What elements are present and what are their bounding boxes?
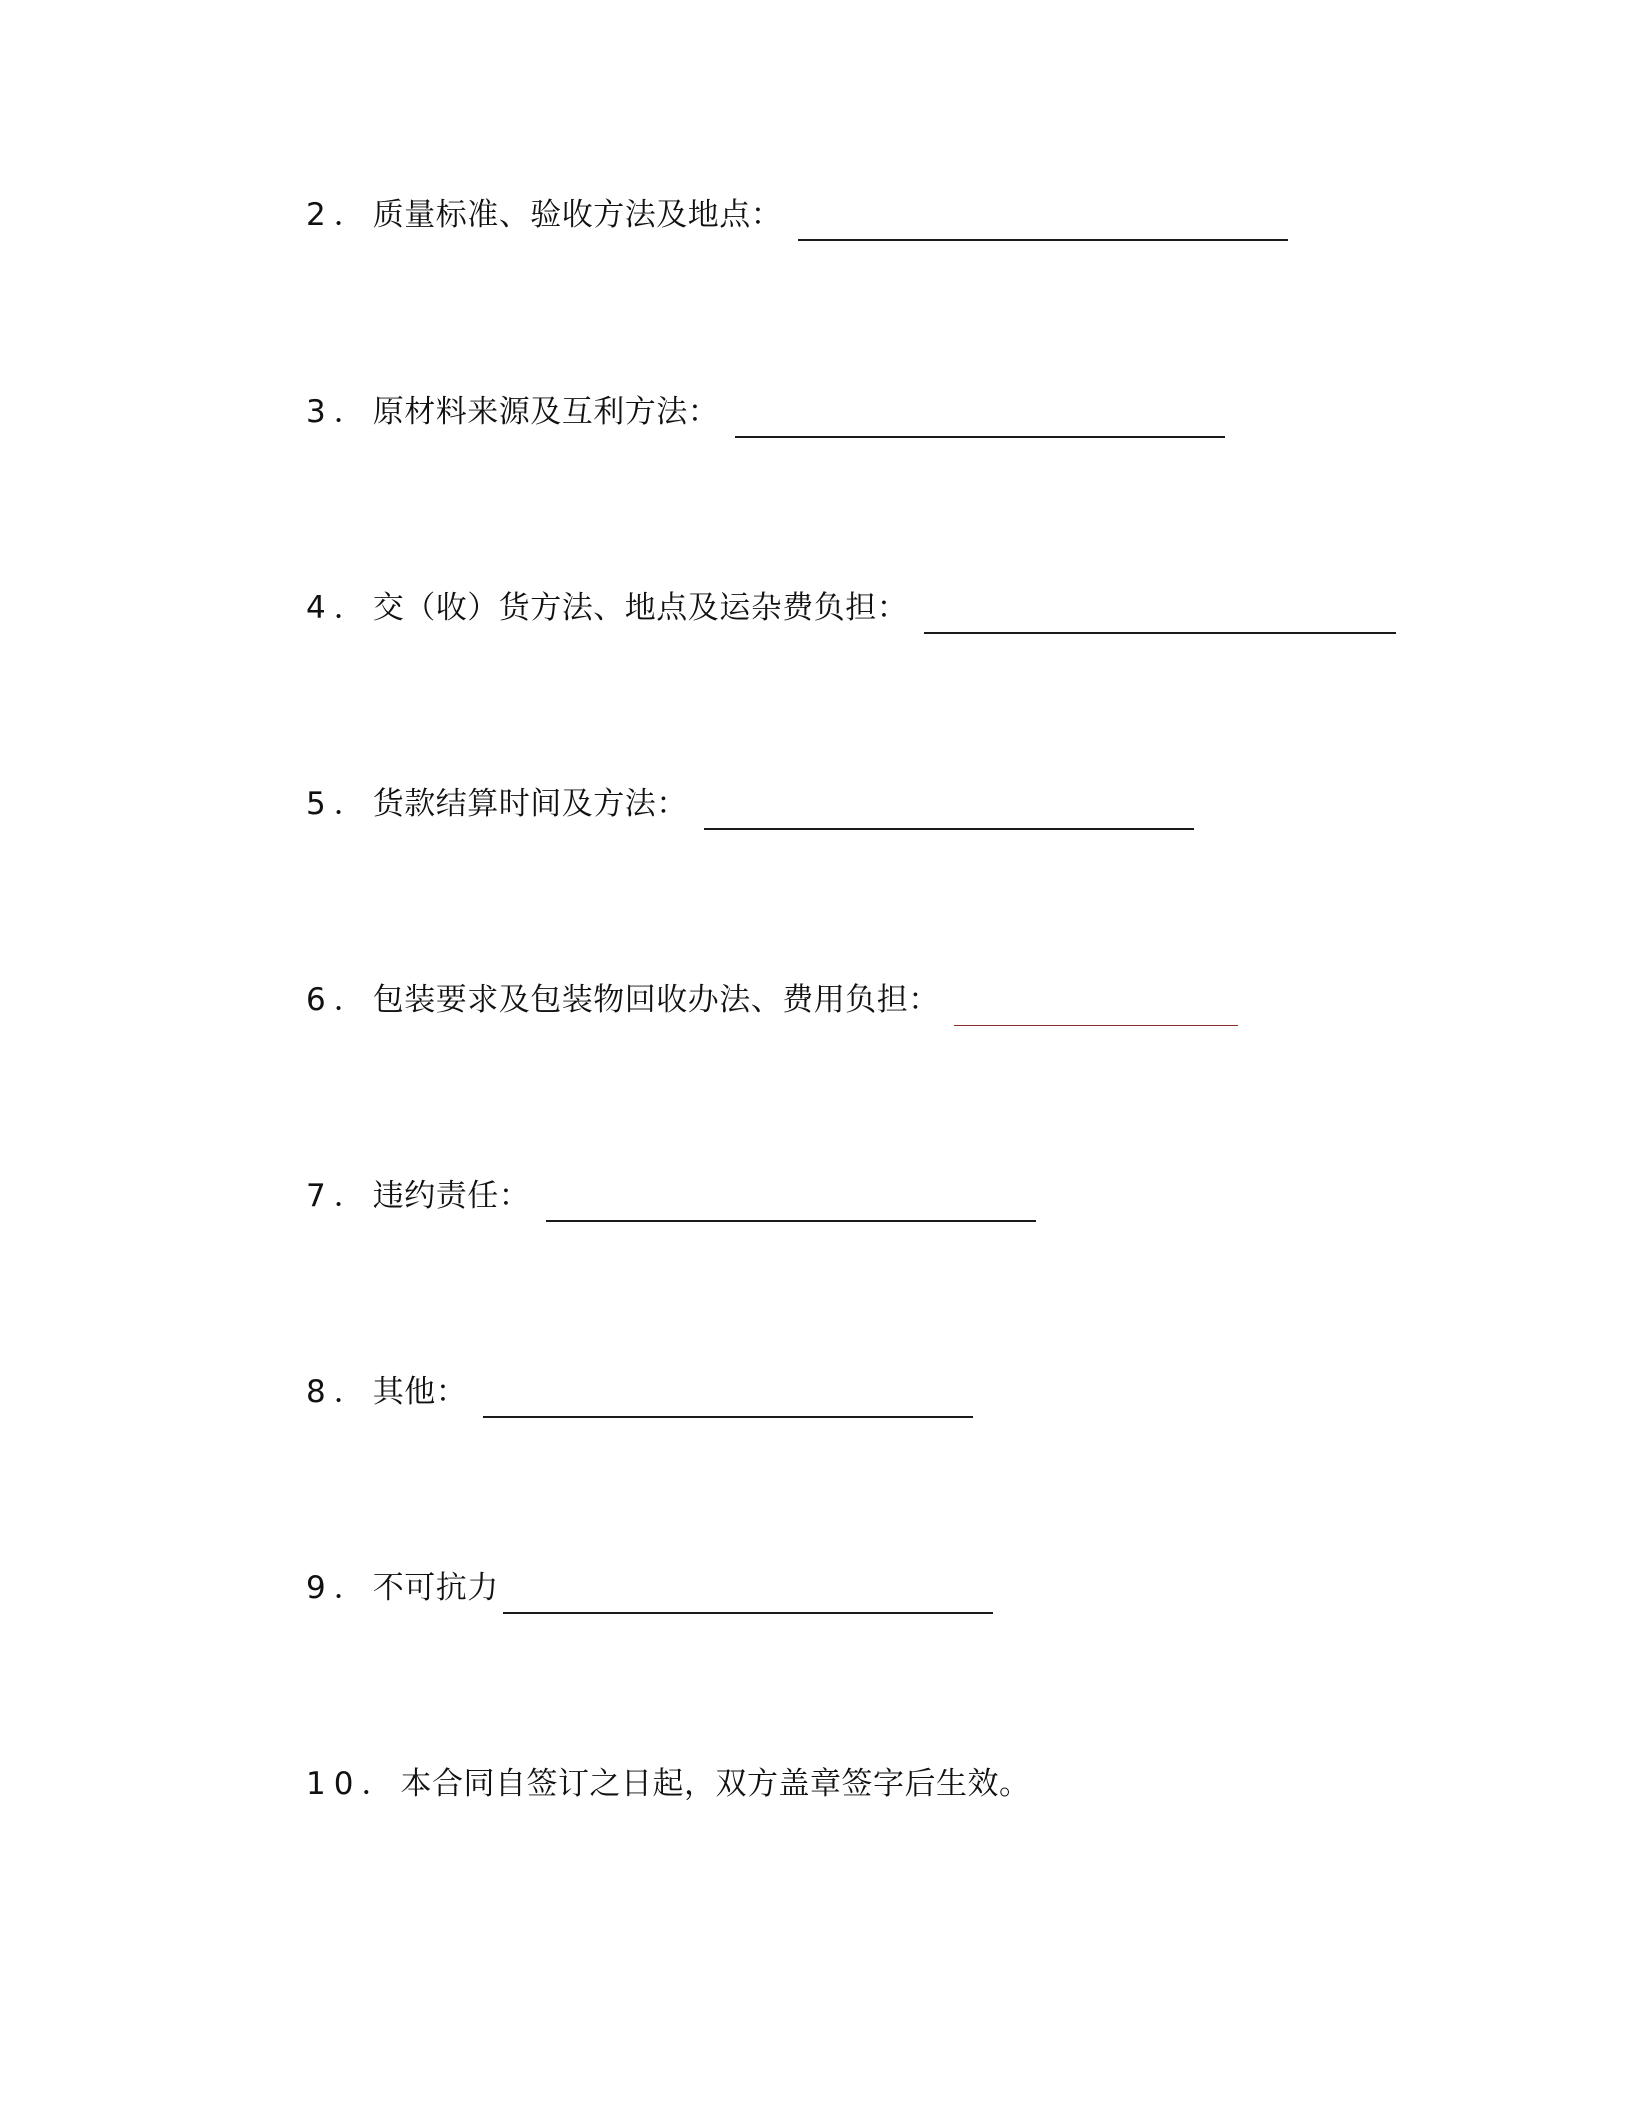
fill-in-line[interactable] xyxy=(924,632,1396,634)
clause-2 xyxy=(306,195,1288,235)
clause-label: 原材料来源及互利方法： xyxy=(372,394,720,430)
clause-number: 9． xyxy=(306,1570,373,1606)
fill-in-line[interactable] xyxy=(704,828,1194,830)
fill-in-line[interactable] xyxy=(546,1220,1036,1222)
clause-number: 5． xyxy=(306,786,373,822)
clause-3 xyxy=(306,392,1225,432)
fill-in-line[interactable] xyxy=(503,1612,993,1614)
fill-in-line[interactable] xyxy=(735,436,1225,438)
clause-label: 交（收）货方法、地点及运杂费负担： xyxy=(372,590,909,626)
clause-number: 6． xyxy=(306,982,373,1018)
clause-number: 3． xyxy=(306,394,373,430)
fill-in-line[interactable] xyxy=(798,239,1288,241)
clause-8 xyxy=(306,1372,973,1412)
clause-number: 8． xyxy=(306,1374,373,1410)
clause-label: 本合同自签订之日起，双方盖章签字后生效。 xyxy=(400,1766,1031,1802)
clause-4 xyxy=(306,588,1396,628)
clause-label: 货款结算时间及方法： xyxy=(372,786,688,822)
clause-7 xyxy=(306,1176,1036,1216)
clause-label: 质量标准、验收方法及地点： xyxy=(372,197,783,233)
clause-label: 违约责任： xyxy=(372,1178,531,1214)
clause-number: 10． xyxy=(306,1766,401,1802)
clause-number: 2． xyxy=(306,197,373,233)
clause-number: 7． xyxy=(306,1178,373,1214)
fill-in-line[interactable] xyxy=(954,1025,1238,1026)
fill-in-line[interactable] xyxy=(483,1416,973,1418)
clause-label: 不可抗力 xyxy=(372,1570,499,1606)
clause-10 xyxy=(306,1764,1030,1804)
clause-label: 包装要求及包装物回收办法、费用负担： xyxy=(372,982,940,1018)
clause-label: 其他： xyxy=(372,1374,468,1410)
clause-6 xyxy=(306,980,1238,1020)
clause-9 xyxy=(306,1568,993,1608)
clause-number: 4． xyxy=(306,590,373,626)
clause-5 xyxy=(306,784,1194,824)
